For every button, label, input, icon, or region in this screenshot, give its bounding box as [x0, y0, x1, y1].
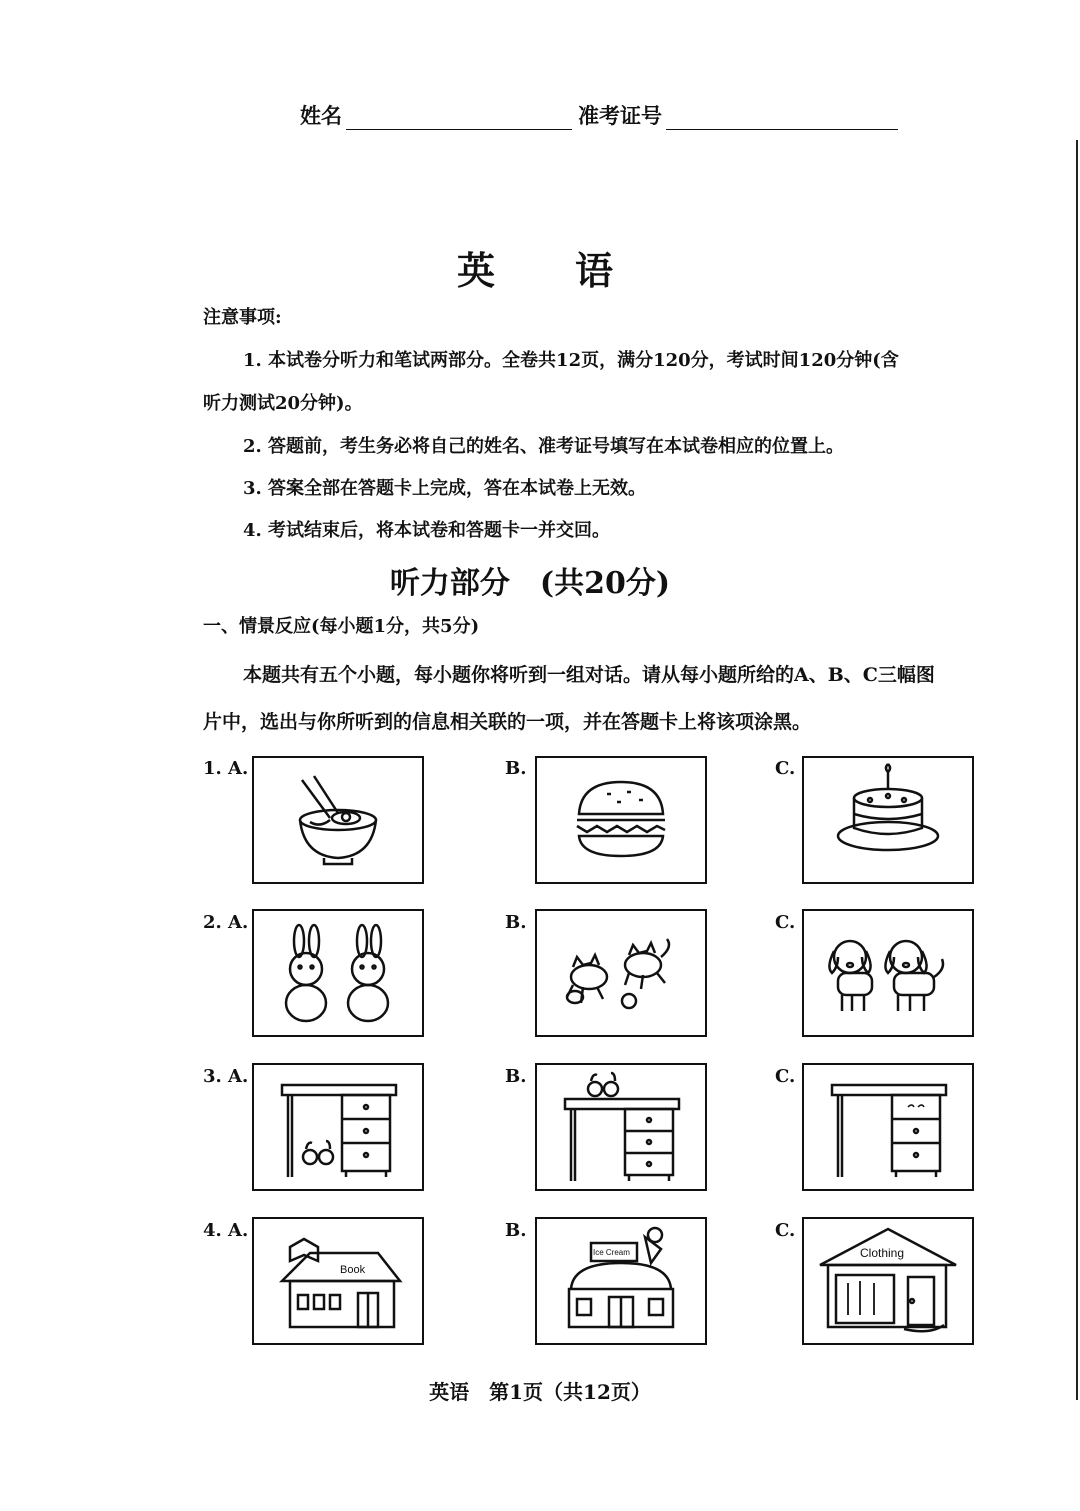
clothing-sign-text: Clothing [860, 1246, 905, 1260]
page-edge-divider [1076, 140, 1078, 1400]
page-title: 英语 [456, 248, 693, 293]
q2-option-a-rabbits-picture[interactable] [252, 909, 424, 1037]
q1-label-c: C. [775, 758, 796, 779]
book-sign-text: Book [340, 1264, 366, 1276]
q3-label-c: C. [775, 1066, 796, 1087]
q2-option-b-cats-picture[interactable] [535, 909, 707, 1037]
listening-section-title: 听力部分 (共20分) [389, 566, 671, 601]
name-label: 姓名 [300, 103, 342, 128]
note-1-line-2: 听力测试20分钟)。 [203, 393, 363, 414]
q3-option-c-desk-glasses-in-drawer-picture[interactable] [802, 1063, 974, 1191]
name-field[interactable] [346, 107, 572, 130]
q3-option-a-desk-glasses-under-picture[interactable] [252, 1063, 424, 1191]
q4-label-a: 4. A. [203, 1220, 249, 1241]
q2-label-b: B. [505, 912, 527, 933]
q3-option-b-desk-glasses-on-picture[interactable] [535, 1063, 707, 1191]
instruction-line-2: 片中，选出与你所听到的信息相关联的一项，并在答题卡上将该项涂黑。 [203, 711, 812, 733]
notes-heading: 注意事项: [203, 307, 282, 328]
q2-option-c-dogs-picture[interactable] [802, 909, 974, 1037]
q1-option-c-birthday-cake-picture[interactable] [802, 756, 974, 884]
exam-id-field[interactable] [666, 107, 898, 130]
q1-label-a: 1. A. [203, 758, 249, 779]
q2-label-c: C. [775, 912, 796, 933]
q1-option-a-noodles-picture[interactable] [252, 756, 424, 884]
instruction-line-1: 本题共有五个小题，每小题你将听到一组对话。请从每小题所给的A、B、C三幅图 [243, 664, 935, 686]
q3-label-a: 3. A. [203, 1066, 249, 1087]
q4-option-c-clothing-store-picture[interactable] [802, 1217, 974, 1345]
q2-label-a: 2. A. [203, 912, 249, 933]
q4-option-b-ice-cream-shop-picture[interactable] [535, 1217, 707, 1345]
ice-sign-text: Ice Cream [593, 1248, 630, 1257]
q4-option-a-bookstore-picture[interactable] [252, 1217, 424, 1345]
q4-label-b: B. [505, 1220, 527, 1241]
note-1-line-1: 1. 本试卷分听力和笔试两部分。全卷共12页，满分120分，考试时间120分钟(含 [243, 350, 899, 371]
q1-option-b-hamburger-picture[interactable] [535, 756, 707, 884]
page-footer: 英语 第1页（共12页） [429, 1380, 651, 1404]
exam-id-label: 准考证号 [578, 103, 662, 128]
part1-heading: 一、情景反应(每小题1分，共5分) [203, 616, 480, 637]
note-3: 3. 答案全部在答题卡上完成，答在本试卷上无效。 [243, 478, 647, 499]
q3-label-b: B. [505, 1066, 527, 1087]
note-2: 2. 答题前，考生务必将自己的姓名、准考证号填写在本试卷相应的位置上。 [243, 436, 845, 457]
note-4: 4. 考试结束后，将本试卷和答题卡一并交回。 [243, 520, 611, 541]
q1-label-b: B. [505, 758, 527, 779]
q4-label-c: C. [775, 1220, 796, 1241]
exam-header [300, 100, 904, 130]
